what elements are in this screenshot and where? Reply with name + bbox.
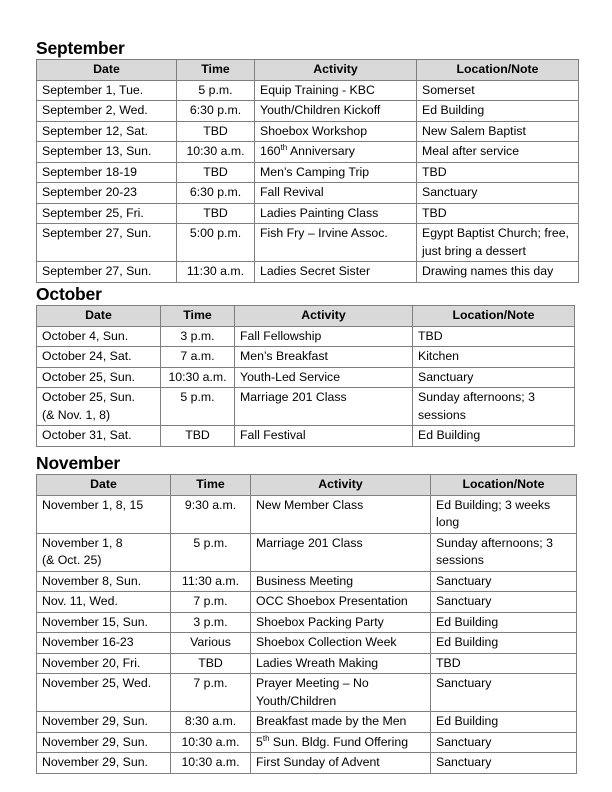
table-row bbox=[37, 753, 577, 774]
cell-activity bbox=[255, 162, 417, 183]
cell-location-note: Ed Building bbox=[417, 101, 579, 122]
cell-time: 8:30 a.m. bbox=[171, 712, 251, 733]
activity-text: Fall Revival bbox=[260, 185, 324, 199]
schedule-table bbox=[36, 474, 577, 774]
date-text: September 27, Sun. bbox=[42, 226, 152, 240]
table-row bbox=[37, 162, 579, 183]
table-row bbox=[37, 183, 579, 204]
cell-date bbox=[37, 674, 171, 712]
date-text: September 13, Sun. bbox=[42, 144, 152, 158]
schedule-table bbox=[36, 305, 575, 447]
cell-date bbox=[37, 653, 171, 674]
date-subtext: (& Nov. 1, 8) bbox=[42, 407, 111, 422]
table-row bbox=[37, 674, 577, 712]
cell-location-note: Ed Building; 3 weeks long bbox=[431, 495, 577, 533]
cell-date bbox=[37, 203, 177, 224]
cell-time: TBD bbox=[177, 121, 255, 142]
cell-activity bbox=[235, 388, 413, 426]
date-text: November 29, Sun. bbox=[42, 755, 148, 769]
cell-date bbox=[37, 495, 171, 533]
section-title: September bbox=[36, 38, 125, 58]
date-text: November 8, Sun. bbox=[42, 573, 142, 588]
cell-location-note: Egypt Baptist Church; free, just bring a dessert bbox=[417, 224, 579, 262]
cell-activity bbox=[251, 533, 431, 571]
date-text: September 12, Sat. bbox=[42, 123, 148, 138]
table-row bbox=[37, 347, 575, 368]
date-text: October 25, Sun. bbox=[42, 369, 135, 384]
cell-date bbox=[37, 367, 161, 388]
cell-location-note: Somerset bbox=[417, 80, 579, 101]
cell-time: 10:30 a.m. bbox=[171, 753, 251, 774]
table-row bbox=[37, 121, 579, 142]
cell-activity bbox=[255, 80, 417, 101]
cell-date bbox=[37, 388, 161, 426]
cell-activity bbox=[235, 367, 413, 388]
cell-activity bbox=[251, 633, 431, 654]
date-text: November 15, Sun. bbox=[42, 614, 148, 629]
activity-text: Ladies Secret Sister bbox=[260, 264, 371, 278]
date-text: November 25, Wed. bbox=[42, 676, 152, 690]
cell-time: 5 p.m. bbox=[171, 533, 251, 571]
table-row bbox=[37, 203, 579, 224]
header-date: Date bbox=[37, 475, 171, 496]
table-row bbox=[37, 101, 579, 122]
cell-location-note: TBD bbox=[417, 203, 579, 224]
cell-time: 5 p.m. bbox=[177, 80, 255, 101]
table-row bbox=[37, 224, 579, 262]
cell-date bbox=[37, 162, 177, 183]
cell-time: 10:30 a.m. bbox=[171, 732, 251, 753]
date-text: October 24, Sat. bbox=[42, 349, 132, 363]
date-text: November 29, Sun. bbox=[42, 734, 148, 749]
section-november bbox=[36, 453, 577, 774]
cell-time: 6:30 p.m. bbox=[177, 183, 255, 204]
cell-time: 10:30 a.m. bbox=[177, 142, 255, 163]
cell-location-note: Sanctuary bbox=[431, 753, 577, 774]
cell-time: 3 p.m. bbox=[161, 326, 235, 347]
cell-time: 11:30 a.m. bbox=[177, 262, 255, 283]
cell-activity bbox=[251, 732, 431, 753]
activity-text: Breakfast made by the Men bbox=[256, 714, 407, 728]
cell-activity bbox=[251, 495, 431, 533]
table-row bbox=[37, 571, 577, 592]
cell-time: 7 a.m. bbox=[161, 347, 235, 368]
date-text: November 1, 8 bbox=[42, 535, 123, 550]
date-text: October 25, Sun. bbox=[42, 390, 135, 404]
cell-location-note: Ed Building bbox=[413, 426, 575, 447]
header-activity: Activity bbox=[251, 475, 431, 496]
table-row bbox=[37, 633, 577, 654]
activity-text-rest: Anniversary bbox=[287, 144, 355, 158]
activity-text: Marriage 201 Class bbox=[256, 535, 363, 550]
cell-time: 5:00 p.m. bbox=[177, 224, 255, 262]
table-row bbox=[37, 367, 575, 388]
table-row bbox=[37, 426, 575, 447]
cell-date bbox=[37, 326, 161, 347]
cell-date bbox=[37, 612, 171, 633]
date-text: October 31, Sat. bbox=[42, 428, 132, 442]
table-row bbox=[37, 142, 579, 163]
cell-location-note: TBD bbox=[413, 326, 575, 347]
date-text: September 18-19 bbox=[42, 164, 138, 179]
date-text: November 1, 8, 15 bbox=[42, 497, 144, 512]
section-october bbox=[36, 284, 575, 447]
table-row bbox=[37, 495, 577, 533]
cell-time: 11:30 a.m. bbox=[171, 571, 251, 592]
header-activity: Activity bbox=[235, 306, 413, 327]
cell-location-note: Ed Building bbox=[431, 612, 577, 633]
cell-time: 7 p.m. bbox=[171, 674, 251, 712]
cell-time: 9:30 a.m. bbox=[171, 495, 251, 533]
activity-text: Youth-Led Service bbox=[240, 369, 341, 384]
header-date: Date bbox=[37, 306, 161, 327]
header-activity: Activity bbox=[255, 60, 417, 81]
activity-text: Shoebox Packing Party bbox=[256, 614, 384, 629]
ordinal-superscript: th bbox=[280, 142, 288, 152]
cell-time: 10:30 a.m. bbox=[161, 367, 235, 388]
cell-location-note: Sunday afternoons; 3 sessions bbox=[413, 388, 575, 426]
date-text: November 29, Sun. bbox=[42, 714, 148, 728]
cell-activity bbox=[251, 592, 431, 613]
date-text: Nov. 11, Wed. bbox=[42, 594, 118, 608]
cell-activity bbox=[255, 262, 417, 283]
activity-text: Men’s Breakfast bbox=[240, 349, 328, 363]
cell-activity bbox=[255, 203, 417, 224]
activity-text-rest: Sun. Bldg. Fund Offering bbox=[269, 734, 409, 749]
activity-text: Ladies Wreath Making bbox=[256, 655, 379, 670]
cell-location-note: Sanctuary bbox=[431, 674, 577, 712]
cell-activity bbox=[251, 674, 431, 712]
cell-time: TBD bbox=[177, 162, 255, 183]
cell-date bbox=[37, 633, 171, 654]
table-row bbox=[37, 326, 575, 347]
activity-text: Business Meeting bbox=[256, 573, 354, 588]
schedule-table bbox=[36, 59, 579, 283]
date-text: September 25, Fri. bbox=[42, 205, 144, 220]
cell-location-note: TBD bbox=[431, 653, 577, 674]
cell-activity bbox=[251, 571, 431, 592]
cell-activity bbox=[255, 121, 417, 142]
date-text: November 16-23 bbox=[42, 635, 134, 649]
cell-location-note: Ed Building bbox=[431, 712, 577, 733]
cell-location-note: Sunday afternoons; 3 sessions bbox=[431, 533, 577, 571]
activity-text: Fish Fry – Irvine Assoc. bbox=[260, 226, 388, 240]
cell-location-note: Sanctuary bbox=[431, 732, 577, 753]
cell-location-note: Sanctuary bbox=[413, 367, 575, 388]
cell-activity bbox=[235, 347, 413, 368]
cell-date bbox=[37, 121, 177, 142]
cell-date bbox=[37, 732, 171, 753]
header-time: Time bbox=[161, 306, 235, 327]
table-row bbox=[37, 388, 575, 426]
cell-activity bbox=[251, 612, 431, 633]
date-text: September 27, Sun. bbox=[42, 264, 152, 278]
header-location-note: Location/Note bbox=[417, 60, 579, 81]
cell-date bbox=[37, 712, 171, 733]
activity-text: Fall Fellowship bbox=[240, 328, 322, 343]
cell-location-note: Sanctuary bbox=[417, 183, 579, 204]
cell-date bbox=[37, 183, 177, 204]
cell-date bbox=[37, 142, 177, 163]
header-date: Date bbox=[37, 60, 177, 81]
header-location-note: Location/Note bbox=[431, 475, 577, 496]
activity-text: OCC Shoebox Presentation bbox=[256, 594, 408, 608]
ordinal-superscript: th bbox=[262, 733, 270, 743]
date-text: September 20-23 bbox=[42, 185, 138, 199]
cell-location-note: New Salem Baptist bbox=[417, 121, 579, 142]
cell-time: 6:30 p.m. bbox=[177, 101, 255, 122]
activity-text: Equip Training - KBC bbox=[260, 82, 375, 97]
activity-text: Prayer Meeting – No Youth/Children bbox=[256, 676, 369, 708]
activity-text: Fall Festival bbox=[240, 428, 306, 442]
section-title: October bbox=[36, 284, 102, 304]
cell-location-note: Kitchen bbox=[413, 347, 575, 368]
cell-activity bbox=[235, 426, 413, 447]
table-row bbox=[37, 612, 577, 633]
activity-text: 5 bbox=[256, 734, 263, 749]
table-row bbox=[37, 712, 577, 733]
date-text: September 2, Wed. bbox=[42, 103, 148, 117]
cell-location-note: Meal after service bbox=[417, 142, 579, 163]
date-subtext: (& Oct. 25) bbox=[42, 553, 102, 567]
header-time: Time bbox=[177, 60, 255, 81]
cell-location-note: Ed Building bbox=[431, 633, 577, 654]
header-time: Time bbox=[171, 475, 251, 496]
cell-date bbox=[37, 101, 177, 122]
cell-activity bbox=[251, 712, 431, 733]
activity-text: Youth/Children Kickoff bbox=[260, 103, 381, 117]
cell-activity bbox=[255, 101, 417, 122]
section-title: November bbox=[36, 453, 120, 473]
activity-text: Men’s Camping Trip bbox=[260, 164, 370, 179]
date-text: November 20, Fri. bbox=[42, 655, 141, 670]
cell-time: TBD bbox=[177, 203, 255, 224]
cell-time: TBD bbox=[171, 653, 251, 674]
cell-activity bbox=[251, 753, 431, 774]
cell-location-note: Drawing names this day bbox=[417, 262, 579, 283]
cell-date bbox=[37, 753, 171, 774]
cell-time: 5 p.m. bbox=[161, 388, 235, 426]
table-row bbox=[37, 80, 579, 101]
cell-activity bbox=[255, 224, 417, 262]
cell-date bbox=[37, 592, 171, 613]
table-row bbox=[37, 732, 577, 753]
date-text: October 4, Sun. bbox=[42, 328, 129, 343]
section-september bbox=[36, 38, 579, 283]
cell-date bbox=[37, 533, 171, 571]
activity-text: Ladies Painting Class bbox=[260, 205, 379, 220]
activity-text: Shoebox Collection Week bbox=[256, 635, 397, 649]
activity-text: 160 bbox=[260, 144, 281, 158]
cell-date bbox=[37, 347, 161, 368]
cell-activity bbox=[235, 326, 413, 347]
activity-text: Shoebox Workshop bbox=[260, 123, 368, 138]
cell-activity bbox=[251, 653, 431, 674]
cell-location-note: TBD bbox=[417, 162, 579, 183]
header-location-note: Location/Note bbox=[413, 306, 575, 327]
cell-date bbox=[37, 571, 171, 592]
cell-activity bbox=[255, 142, 417, 163]
cell-location-note: Sanctuary bbox=[431, 571, 577, 592]
table-row bbox=[37, 533, 577, 571]
cell-date bbox=[37, 426, 161, 447]
cell-time: TBD bbox=[161, 426, 235, 447]
cell-location-note: Sanctuary bbox=[431, 592, 577, 613]
cell-date bbox=[37, 224, 177, 262]
cell-time: 3 p.m. bbox=[171, 612, 251, 633]
table-row bbox=[37, 592, 577, 613]
cell-date bbox=[37, 262, 177, 283]
table-row bbox=[37, 653, 577, 674]
cell-activity bbox=[255, 183, 417, 204]
activity-text: New Member Class bbox=[256, 497, 364, 512]
activity-text: Marriage 201 Class bbox=[240, 390, 347, 404]
table-row bbox=[37, 262, 579, 283]
cell-time: Various bbox=[171, 633, 251, 654]
cell-date bbox=[37, 80, 177, 101]
cell-time: 7 p.m. bbox=[171, 592, 251, 613]
activity-text: First Sunday of Advent bbox=[256, 755, 380, 769]
date-text: September 1, Tue. bbox=[42, 82, 144, 97]
